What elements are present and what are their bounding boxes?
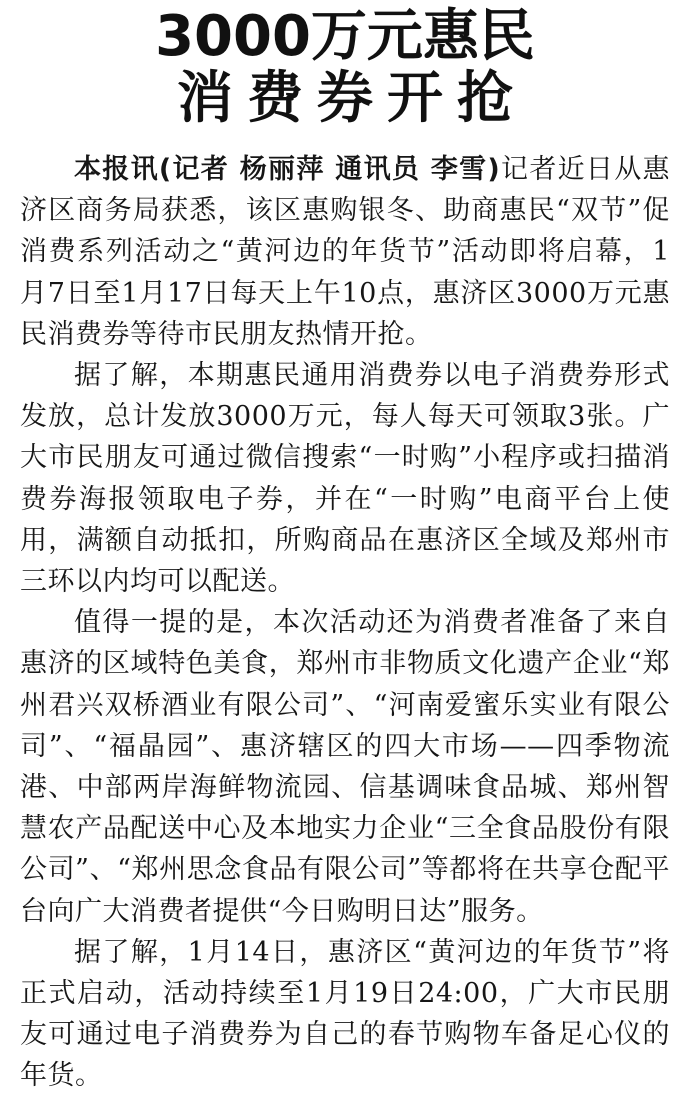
article-body <box>20 149 670 1097</box>
byline: 本报讯(记者 杨丽萍 通讯员 李雪) <box>74 154 501 185</box>
article-paragraph-1 <box>20 149 670 355</box>
paragraph-1-text: 记者近日从惠济区商务局获悉，该区惠购银冬、助商惠民“双节”促消费系列活动之“黄河边的年货节”活动即将启幕，1月7日至1月17日每天上午10点，惠济区3000万元惠民消费券等待市民朋友热情开抢。 <box>20 154 670 350</box>
headline-line-1: 3000万元惠民 <box>155 4 535 69</box>
article-paragraph-3: 值得一提的是，本次活动还为消费者准备了来自惠济的区域特色美食，郑州市非物质文化遗产企业“郑州君兴双桥酒业有限公司”、“河南爱蜜乐实业有限公司”、“福晶园”、惠济辖区的四大市场——四季物流港、中部两岸海鲜物流园、信基调味食品城、郑州智慧农产品配送中心及本地实力企业“三全食品股份有限公司”、“郑州思念食品有限公司”等都将在共享仓配平台向广大消费者提供“今日购明日达”服务。 <box>20 607 670 927</box>
headline-line-2: 消费券开抢 <box>177 66 527 131</box>
article-paragraph-4: 据了解，1月14日，惠济区“黄河边的年货节”将正式启动，活动持续至1月19日24:00，广大市民朋友可通过电子消费券为自己的春节购物车备足心仪的年货。 <box>20 936 670 1092</box>
headline <box>0 6 690 130</box>
article-paragraph-2: 据了解，本期惠民通用消费券以电子消费券形式发放，总计发放3000万元，每人每天可领取3张。广大市民朋友可通过微信搜索“一时购”小程序或扫描消费券海报领取电子券，并在“一时购”电商平台上使用，满额自动抵扣，所购商品在惠济区全域及郑州市三环以内均可以配送。 <box>20 360 670 598</box>
